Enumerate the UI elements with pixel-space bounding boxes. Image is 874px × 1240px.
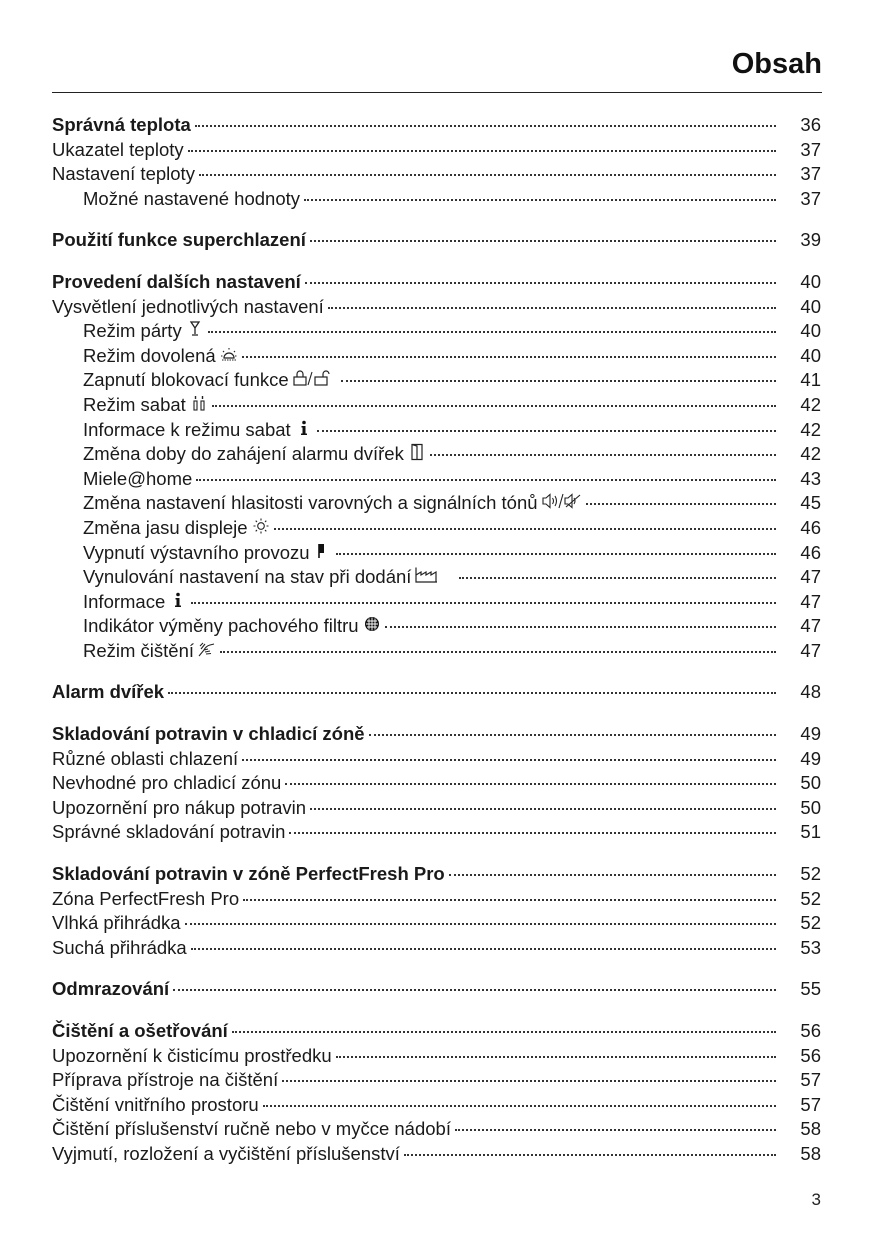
toc-entry-text: Zóna PerfectFresh Pro <box>52 887 240 909</box>
cleaning-hand-icon <box>198 639 216 655</box>
dot-leader <box>449 874 776 876</box>
toc-page-number: 42 <box>800 393 821 415</box>
toc-page-number: 40 <box>800 320 821 342</box>
toc-entry[interactable] <box>52 319 821 344</box>
toc-page-number: 49 <box>800 723 821 745</box>
toc-entry-text: Změna doby do zahájení alarmu dvířek <box>83 443 404 465</box>
toc-entry-label <box>52 319 204 344</box>
dot-leader <box>310 240 776 242</box>
toc-entry-label <box>52 1068 278 1093</box>
toc-entry[interactable] <box>52 565 821 590</box>
toc-page-number: 48 <box>800 681 821 703</box>
toc-entry-label <box>52 491 582 516</box>
toc-entry-text: Miele@home <box>83 467 193 489</box>
dot-leader <box>242 356 776 358</box>
toc-entry-text: Zapnutí blokovací funkce <box>83 369 289 391</box>
toc-entry[interactable] <box>52 1117 821 1142</box>
toc-entry[interactable] <box>52 1093 821 1118</box>
toc-page-number: 53 <box>800 936 821 958</box>
toc-entry-label <box>52 820 285 845</box>
toc-entry-label <box>52 1093 259 1118</box>
dot-leader <box>243 899 776 901</box>
toc-entry[interactable] <box>52 418 821 443</box>
toc-page-number: 37 <box>800 163 821 185</box>
toc-entry[interactable] <box>52 771 821 796</box>
toc-entry-text: Možné nastavené hodnoty <box>83 187 301 209</box>
toc-entry[interactable] <box>52 442 821 467</box>
toc-entry-label <box>52 138 184 163</box>
toc-page-number: 52 <box>800 863 821 885</box>
toc-entry-label <box>52 393 208 418</box>
toc-entry[interactable] <box>52 911 821 936</box>
toc-page-number: 52 <box>800 887 821 909</box>
toc-page-number: 51 <box>800 821 821 843</box>
toc-entry-text: Alarm dvířek <box>52 681 165 703</box>
toc-entry-label <box>52 911 181 936</box>
toc-page-number: 58 <box>800 1118 821 1140</box>
toc-entry[interactable] <box>52 820 821 845</box>
toc-entry[interactable] <box>52 516 821 541</box>
toc-entry-label <box>52 368 337 393</box>
toc-entry-label <box>52 887 239 912</box>
toc-entry-label <box>52 722 365 747</box>
dot-leader <box>274 528 776 530</box>
dot-leader <box>208 331 776 333</box>
toc-entry-text: Skladování potravin v chladicí zóně <box>52 723 365 745</box>
toc-entry-label <box>52 614 381 639</box>
toc-page-number: 42 <box>800 443 821 465</box>
toc-entry-text: Správná teplota <box>52 114 191 135</box>
toc-entry-label <box>52 680 164 705</box>
dot-leader <box>336 553 776 555</box>
toc-entry-text: Změna jasu displeje <box>83 516 248 538</box>
page-number: 3 <box>811 1190 821 1209</box>
toc-entry[interactable] <box>52 113 821 138</box>
toc-page-number: 56 <box>800 1044 821 1066</box>
toc-entry-text: Režim párty <box>83 320 182 342</box>
toc-entry[interactable] <box>52 1068 821 1093</box>
toc-entry[interactable] <box>52 162 821 187</box>
toc-page-number: 37 <box>800 187 821 209</box>
dot-leader <box>430 454 776 456</box>
toc-entry[interactable] <box>52 614 821 639</box>
dot-leader <box>195 125 776 127</box>
toc-page-number: 57 <box>800 1093 821 1115</box>
toc-entry-text: Čištění příslušenství ručně nebo v myčce nádobí <box>52 1118 451 1140</box>
toc-entry-text: Provedení dalších nastavení <box>52 270 301 292</box>
dot-leader <box>242 759 776 761</box>
toc-page-number: 57 <box>800 1069 821 1091</box>
toc-entry[interactable] <box>52 1142 821 1167</box>
toc-entry-label <box>52 541 332 566</box>
dot-leader <box>385 626 776 628</box>
toc-page-number: 47 <box>800 566 821 588</box>
dot-leader <box>310 808 776 810</box>
toc-entry-text: Režim sabat <box>83 393 186 415</box>
toc-entry-text: Informace k režimu sabat <box>83 418 291 440</box>
dot-leader <box>232 1031 776 1033</box>
toc-entry-label <box>52 442 426 467</box>
dot-leader <box>289 832 776 834</box>
toc-entry[interactable] <box>52 541 821 566</box>
sabbath-candles-icon <box>190 393 208 409</box>
dot-leader <box>173 989 776 991</box>
toc-entry-label <box>52 162 195 187</box>
toc-entry-text: Odmrazování <box>52 978 170 1000</box>
title-divider <box>52 92 822 93</box>
page-title: Obsah <box>731 48 822 80</box>
toc-page-number: 42 <box>800 418 821 440</box>
toc-entry-text: Vyjmutí, rozložení a vyčištění příslušenství <box>52 1142 400 1164</box>
dot-leader <box>404 1154 776 1156</box>
toc-entry-text: Nastavení teploty <box>52 163 195 185</box>
toc-entry-label <box>52 1117 451 1142</box>
toc-entry[interactable] <box>52 393 821 418</box>
toc-entry[interactable] <box>52 1019 821 1044</box>
factory-icon <box>415 565 455 581</box>
toc-entry-text: Skladování potravin v zóně PerfectFresh Pro <box>52 863 445 885</box>
toc-page-number: 46 <box>800 541 821 563</box>
toc-entry-label <box>52 516 270 541</box>
toc-entry[interactable] <box>52 295 821 320</box>
dot-leader <box>459 577 776 579</box>
toc-page-number: 46 <box>800 516 821 538</box>
toc-page-number: 43 <box>800 467 821 489</box>
dot-leader <box>220 651 776 653</box>
toc-entry[interactable] <box>52 977 821 1002</box>
dot-leader <box>168 692 776 694</box>
table-of-contents <box>52 113 821 1167</box>
dot-leader <box>191 602 776 604</box>
toc-entry[interactable] <box>52 862 821 887</box>
toc-entry[interactable] <box>52 228 821 253</box>
dot-leader <box>304 199 776 201</box>
toc-entry[interactable] <box>52 187 821 212</box>
toc-entry-text: Použití funkce superchlazení <box>52 229 306 251</box>
toc-entry-text: Změna nastavení hlasitosti varovných a signálních tónů <box>83 492 538 514</box>
toc-entry-text: Nevhodné pro chladicí zónu <box>52 772 282 794</box>
toc-entry[interactable] <box>52 796 821 821</box>
toc-entry[interactable] <box>52 936 821 961</box>
dot-leader <box>199 174 776 176</box>
toc-entry[interactable] <box>52 680 821 705</box>
toc-entry-label <box>52 344 238 369</box>
toc-entry-label <box>52 467 192 492</box>
dot-leader <box>188 150 776 152</box>
dot-leader <box>455 1129 776 1131</box>
toc-entry-text: Informace <box>83 590 166 612</box>
dot-leader <box>369 734 776 736</box>
toc-page-number: 47 <box>800 615 821 637</box>
toc-page-number: 39 <box>800 229 821 251</box>
lock-unlock-icon <box>293 368 337 384</box>
party-glass-icon <box>186 319 204 335</box>
toc-page-number: 49 <box>800 747 821 769</box>
door-icon <box>408 442 426 458</box>
toc-entry-label <box>52 113 191 138</box>
toc-page-number: 37 <box>800 138 821 160</box>
toc-page-number: 41 <box>800 369 821 391</box>
toc-entry-text: Indikátor výměny pachového filtru <box>83 615 359 637</box>
dot-leader <box>341 380 776 382</box>
toc-entry-text: Suchá přihrádka <box>52 936 187 958</box>
info-icon <box>169 590 187 606</box>
toc-entry-text: Vynulování nastavení na stav při dodání <box>83 566 412 588</box>
toc-entry-label <box>52 295 324 320</box>
dot-leader <box>263 1105 776 1107</box>
toc-entry-text: Ukazatel teploty <box>52 138 184 160</box>
toc-entry[interactable] <box>52 722 821 747</box>
demo-flag-icon <box>314 541 332 557</box>
toc-page-number: 55 <box>800 978 821 1000</box>
toc-entry-label <box>52 771 281 796</box>
toc-entry[interactable] <box>52 590 821 615</box>
toc-entry-label <box>52 228 306 253</box>
toc-entry[interactable] <box>52 1044 821 1069</box>
toc-page-number: 47 <box>800 639 821 661</box>
toc-entry[interactable] <box>52 368 821 393</box>
toc-entry-label <box>52 187 300 212</box>
toc-entry[interactable] <box>52 138 821 163</box>
toc-entry-text: Režim dovolená <box>83 344 216 366</box>
toc-page-number: 47 <box>800 590 821 612</box>
dot-leader <box>191 948 776 950</box>
toc-entry-label <box>52 590 187 615</box>
toc-entry-text: Vysvětlení jednotlivých nastavení <box>52 295 324 317</box>
toc-entry-text: Upozornění pro nákup potravin <box>52 796 307 818</box>
toc-entry-label <box>52 639 216 664</box>
toc-page-number: 50 <box>800 772 821 794</box>
toc-entry[interactable] <box>52 887 821 912</box>
toc-entry-label <box>52 1019 228 1044</box>
toc-page-number: 58 <box>800 1142 821 1164</box>
toc-entry-label <box>52 862 445 887</box>
toc-entry-label <box>52 1142 400 1167</box>
toc-entry-label <box>52 936 187 961</box>
toc-entry[interactable] <box>52 491 821 516</box>
toc-entry-text: Čištění a ošetřování <box>52 1020 228 1041</box>
toc-entry[interactable] <box>52 270 821 295</box>
toc-entry-text: Příprava přístroje na čištění <box>52 1069 279 1091</box>
toc-entry-label <box>52 796 306 821</box>
toc-page-number: 50 <box>800 796 821 818</box>
toc-entry-text: Správné skladování potravin <box>52 821 286 843</box>
toc-entry-text: Vypnutí výstavního provozu <box>83 541 310 563</box>
toc-entry-text: Vlhká přihrádka <box>52 912 181 934</box>
holiday-sun-icon <box>220 344 238 360</box>
toc-page-number: 45 <box>800 492 821 514</box>
toc-page-number: 36 <box>800 114 821 135</box>
toc-entry[interactable] <box>52 639 821 664</box>
toc-entry-text: Režim čištění <box>83 639 195 661</box>
toc-page-number: 52 <box>800 912 821 934</box>
dot-leader <box>282 1080 776 1082</box>
dot-leader <box>317 430 776 432</box>
dot-leader <box>212 405 776 407</box>
dot-leader <box>336 1056 776 1058</box>
dot-leader <box>328 307 776 309</box>
dot-leader <box>285 783 776 785</box>
dot-leader <box>305 282 776 284</box>
toc-entry-label <box>52 565 455 590</box>
toc-entry-text: Čištění vnitřního prostoru <box>52 1093 259 1115</box>
toc-entry-label <box>52 418 313 443</box>
brightness-icon <box>252 516 270 532</box>
speaker-mute-icon <box>542 491 582 507</box>
toc-entry-label <box>52 977 169 1002</box>
toc-entry[interactable] <box>52 467 821 492</box>
toc-entry-text: Různé oblasti chlazení <box>52 747 239 769</box>
toc-page-number: 40 <box>800 295 821 317</box>
toc-entry-label <box>52 270 301 295</box>
toc-entry-label <box>52 1044 332 1069</box>
dot-leader <box>185 923 776 925</box>
dot-leader <box>196 479 776 481</box>
toc-entry-text: Upozornění k čisticímu prostředku <box>52 1044 332 1066</box>
toc-entry-label <box>52 747 238 772</box>
toc-page-number: 56 <box>800 1020 821 1041</box>
dot-leader <box>586 503 776 505</box>
filter-icon <box>363 614 381 630</box>
toc-entry[interactable] <box>52 747 821 772</box>
toc-page-number: 40 <box>800 270 821 292</box>
toc-page-number: 40 <box>800 344 821 366</box>
info-icon <box>295 418 313 434</box>
toc-entry[interactable] <box>52 344 821 369</box>
